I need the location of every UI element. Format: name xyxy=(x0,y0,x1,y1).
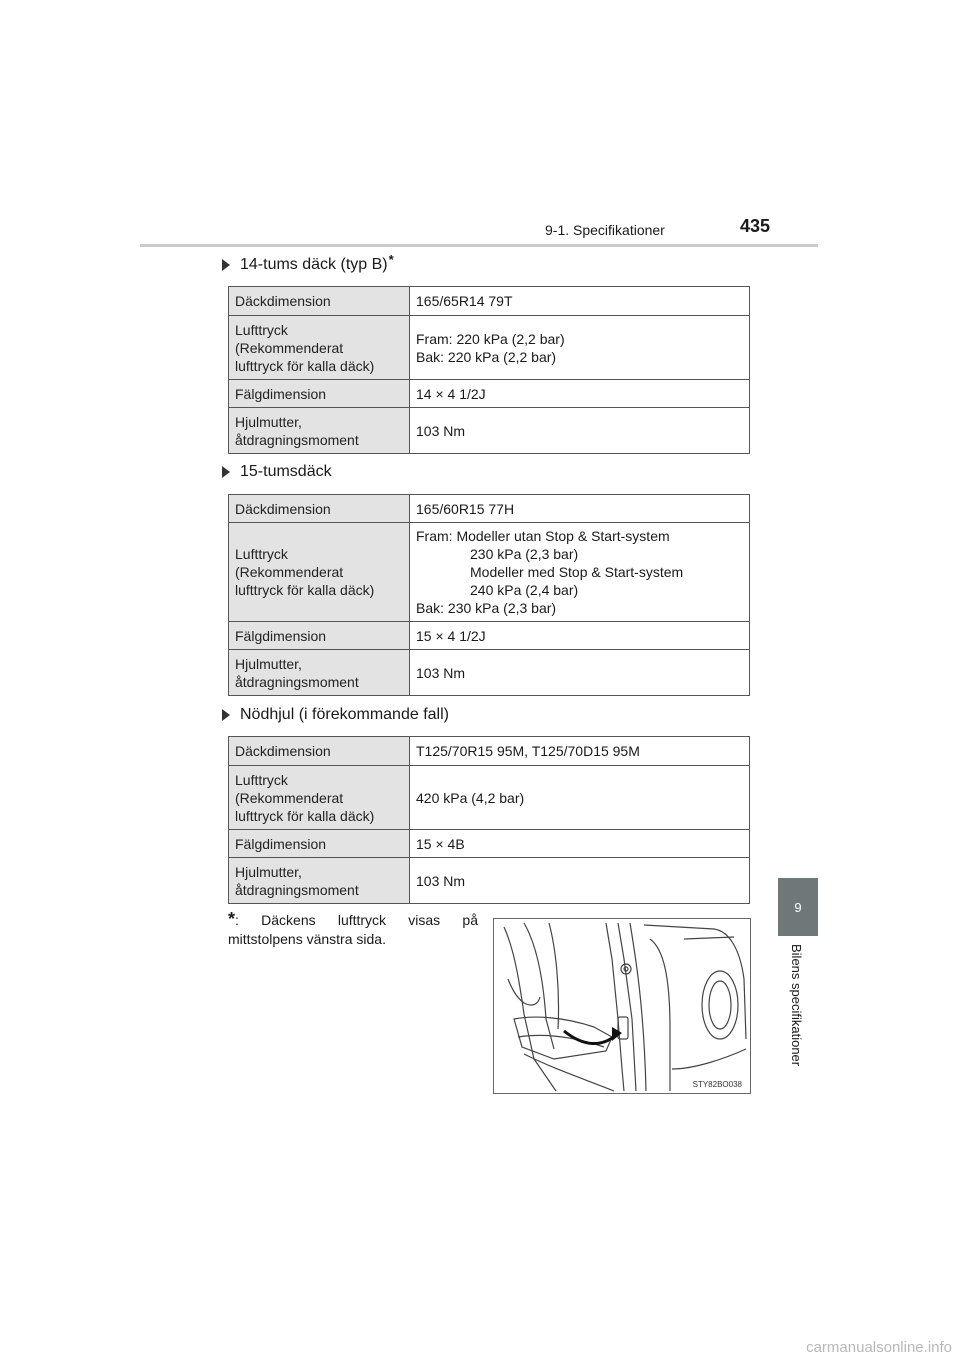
spec-table-spare-wheel xyxy=(228,736,750,904)
arrow-right-icon xyxy=(222,259,230,271)
spec-table-14-inch xyxy=(228,286,750,454)
row-value: 103 Nm xyxy=(410,408,750,454)
row-label: Hjulmutter, åtdragningsmoment xyxy=(229,650,410,696)
table-row xyxy=(229,830,750,858)
section-heading-15-inch xyxy=(222,463,332,481)
table-row xyxy=(229,766,750,830)
car-seat-door-pillar-image xyxy=(494,919,750,1093)
row-label: Fälgdimension xyxy=(229,380,410,408)
row-label: Fälgdimension xyxy=(229,622,410,650)
pressure-front-variant-value: 240 kPa (2,4 bar) xyxy=(470,582,579,598)
footnote-mark: * xyxy=(228,909,236,929)
section-heading-spare-wheel xyxy=(222,706,449,724)
row-label: Hjulmutter, åtdragningsmoment xyxy=(229,858,410,904)
section-heading-label: 14-tums däck (typ B) xyxy=(240,256,388,273)
header-section-title: 9-1. Specifikationer xyxy=(545,222,665,238)
pressure-front-value: 230 kPa (2,3 bar) xyxy=(470,546,579,562)
chapter-tab: 9 xyxy=(778,878,818,936)
row-label: Lufttryck (Rekommenderat lufttryck för kalla däck) xyxy=(229,316,410,380)
row-value: 15 × 4 1/2J xyxy=(410,622,750,650)
row-value: 14 × 4 1/2J xyxy=(410,380,750,408)
row-label: Lufttryck (Rekommenderat lufttryck för kalla däck) xyxy=(229,523,410,622)
watermark: carmanualsonline.info xyxy=(806,1339,952,1356)
table-row xyxy=(229,523,750,622)
row-label: Däckdimension xyxy=(229,495,410,523)
row-label: Fälgdimension xyxy=(229,830,410,858)
section-heading-label: Nödhjul (i förekommande fall) xyxy=(240,706,449,723)
footnote-mark: * xyxy=(388,251,394,267)
arrow-right-icon xyxy=(222,709,230,721)
table-row xyxy=(229,287,750,316)
pressure-rear-line: Bak: 230 kPa (2,3 bar) xyxy=(416,600,557,616)
illustration-code: STY82BO038 xyxy=(692,1080,742,1089)
row-value: 103 Nm xyxy=(410,650,750,696)
row-label: Däckdimension xyxy=(229,737,410,766)
row-label: Hjulmutter, åtdragningsmoment xyxy=(229,408,410,454)
row-value xyxy=(410,523,750,622)
row-value: 15 × 4B xyxy=(410,830,750,858)
row-value: 420 kPa (4,2 bar) xyxy=(410,766,750,830)
table-row xyxy=(229,650,750,696)
header-divider xyxy=(140,244,818,247)
pressure-front-variant: Modeller med Stop & Start-system xyxy=(470,564,684,580)
row-value: 165/60R15 77H xyxy=(410,495,750,523)
table-row xyxy=(229,737,750,766)
footnote-text: : Däckens lufttryck visas på mittstolpens vänstra sida. xyxy=(228,912,478,947)
pressure-front-line: Fram: Modeller utan Stop & Start-system xyxy=(416,528,670,544)
row-label: Däckdimension xyxy=(229,287,410,316)
arrow-right-icon xyxy=(222,466,230,478)
row-value: 103 Nm xyxy=(410,858,750,904)
table-row xyxy=(229,622,750,650)
door-pillar-illustration xyxy=(493,918,751,1094)
table-row xyxy=(229,858,750,904)
spec-table-15-inch xyxy=(228,494,750,696)
page-number: 435 xyxy=(740,216,771,236)
section-heading-label: 15-tumsdäck xyxy=(240,463,332,480)
row-label: Lufttryck (Rekommenderat lufttryck för kalla däck) xyxy=(229,766,410,830)
table-row xyxy=(229,408,750,454)
table-row xyxy=(229,316,750,380)
chapter-label xyxy=(782,944,812,1094)
chapter-label-text: Bilens specifikationer xyxy=(789,944,804,1067)
row-value: Fram: 220 kPa (2,2 bar) Bak: 220 kPa (2,2 bar) xyxy=(410,316,750,380)
section-heading-14-inch xyxy=(222,251,394,274)
row-value: 165/65R14 79T xyxy=(410,287,750,316)
row-value: T125/70R15 95M, T125/70D15 95M xyxy=(410,737,750,766)
table-row xyxy=(229,495,750,523)
table-row xyxy=(229,380,750,408)
footnote xyxy=(228,910,478,949)
